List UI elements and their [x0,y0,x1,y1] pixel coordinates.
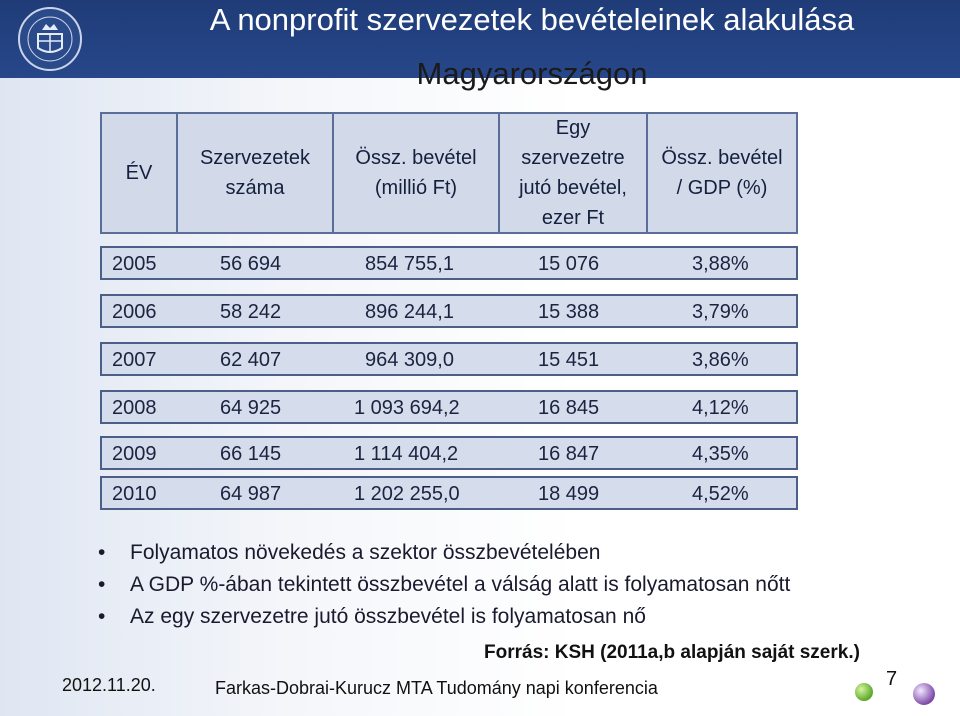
cell-year: 2007 [112,349,157,371]
cell-org-count: 66 145 [220,443,282,465]
cell-revenue-per-org: 16 845 [538,397,600,419]
cell-revenue-per-org: 16 847 [538,443,600,465]
footer-text: Farkas-Dobrai-Kurucz MTA Tudomány napi konferencia [215,678,658,698]
table-row [100,390,798,424]
slide-title [104,3,960,91]
cell-org-count: 56 694 [220,253,282,275]
cell-total-revenue: 1 202 255,0 [354,483,460,505]
bullet-item: • Az egy szervezetre jutó összbevétel is folyamatosan nő [96,601,790,633]
cell-year: 2010 [112,483,157,505]
cell-year: 2005 [112,253,157,275]
cell-revenue-gdp: 4,52% [692,483,749,505]
cell-total-revenue: 964 309,0 [365,349,454,371]
footer-date: 2012.11.20. [62,675,156,695]
cell-year: 2008 [112,397,157,419]
purple-orb-icon [913,683,935,705]
cell-total-revenue: 1 093 694,2 [354,397,460,419]
cell-total-revenue: 1 114 404,2 [354,443,459,465]
header-org-count: Szervezetek száma [176,112,334,234]
source-note: Forrás: KSH (2011a,b alapján saját szerk.) [484,642,860,663]
table-row [100,436,798,470]
cell-year: 2009 [112,443,157,465]
cell-revenue-gdp: 3,88% [692,253,749,275]
cell-org-count: 64 987 [220,483,282,505]
cell-revenue-gdp: 4,35% [692,443,749,465]
cell-revenue-per-org: 15 076 [538,253,600,275]
bullet-item: • Folyamatos növekedés a szektor összbevételében [96,537,790,569]
table-row [100,476,798,510]
cell-revenue-per-org: 15 451 [538,349,600,371]
green-orb-icon [855,683,873,701]
cell-revenue-per-org: 18 499 [538,483,600,505]
title-line-2: Magyarországon [416,56,648,91]
title-line-1: A nonprofit szervezetek bevételeinek alakulása [209,2,855,37]
table-row [100,294,798,328]
cell-revenue-per-org: 15 388 [538,301,600,323]
header-revenue-per-org: Egy szervezetre jutó bevétel, ezer Ft [498,112,648,234]
cell-revenue-gdp: 3,79% [692,301,749,323]
cell-total-revenue: 896 244,1 [365,301,454,323]
table-row [100,246,798,280]
cell-org-count: 62 407 [220,349,282,371]
cell-revenue-gdp: 3,86% [692,349,749,371]
page-number: 7 [886,668,898,690]
bullet-item: • A GDP %-ában tekintett összbevétel a válság alatt is folyamatosan nőtt [96,569,790,601]
bullet-list [96,537,790,633]
cell-org-count: 58 242 [220,301,282,323]
university-seal-logo [10,4,90,74]
cell-year: 2006 [112,301,157,323]
cell-total-revenue: 854 755,1 [365,253,454,275]
table-row [100,342,798,376]
cell-revenue-gdp: 4,12% [692,397,749,419]
cell-org-count: 64 925 [220,397,282,419]
header-year: ÉV [100,112,178,234]
header-total-revenue: Össz. bevétel (millió Ft) [332,112,500,234]
header-revenue-gdp: Össz. bevétel / GDP (%) [646,112,798,234]
